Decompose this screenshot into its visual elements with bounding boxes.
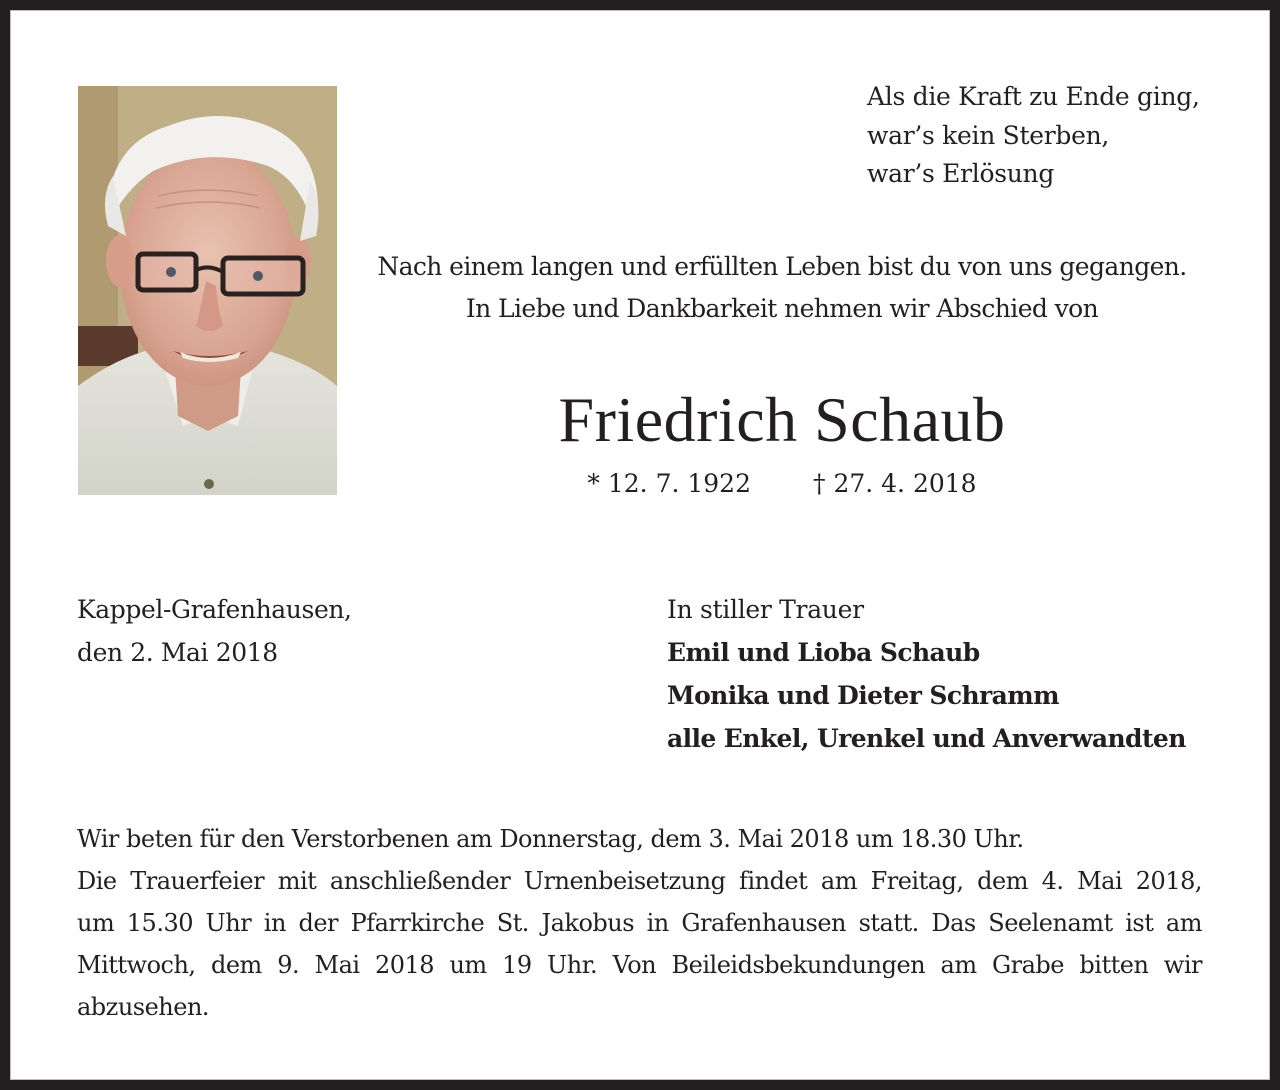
poem-quote: [867, 78, 1200, 194]
portrait-photo: [78, 86, 337, 495]
portrait-illustration-icon: [78, 86, 337, 495]
poem-line: Als die Kraft zu Ende ging,: [867, 82, 1200, 111]
intro-line-2: In Liebe und Dankbarkeit nehmen wir Abschied von: [465, 294, 1099, 323]
deceased-name: Friedrich Schaub: [558, 384, 1006, 455]
mourner-name: Monika und Dieter Schramm: [667, 681, 1059, 710]
life-dates: [337, 468, 1227, 500]
death-date: † 27. 4. 2018: [813, 469, 977, 498]
mourners-heading: In stiller Trauer: [667, 595, 864, 624]
poem-line: war’s Erlösung: [867, 159, 1055, 188]
place: Kappel-Grafenhausen,: [77, 595, 352, 624]
intro-text: [337, 246, 1227, 330]
mourner-name: Emil und Lioba Schaub: [667, 638, 980, 667]
obituary-page: [10, 10, 1270, 1080]
details-line: Die Trauerfeier mit anschließender Urnenbeisetzung findet am Freitag, dem 4. Mai 2018,: [77, 867, 1202, 895]
details-line: Wir beten für den Verstorbenen am Donnerstag, dem 3. Mai 2018 um 18.30 Uhr.: [77, 825, 1024, 853]
service-details: [77, 818, 1202, 1028]
birth-date: * 12. 7. 1922: [587, 469, 751, 498]
details-line: abzusehen.: [77, 993, 210, 1021]
poem-line: war’s kein Sterben,: [867, 120, 1110, 150]
mourners-block: [667, 588, 1186, 760]
details-line: um 15.30 Uhr in der Pfarrkirche St. Jakobus in Grafenhausen statt. Das Seelenamt ist am: [77, 909, 1202, 937]
mourner-name: alle Enkel, Urenkel und Anverwandten: [667, 724, 1186, 753]
details-line: Mittwoch, dem 9. Mai 2018 um 19 Uhr. Von Beileidsbekundungen am Grabe bitten wir: [77, 951, 1202, 979]
notice-date: den 2. Mai 2018: [77, 638, 278, 667]
intro-line-1: Nach einem langen und erfüllten Leben bist du von uns gegangen.: [377, 252, 1187, 281]
place-and-date: [77, 588, 352, 674]
